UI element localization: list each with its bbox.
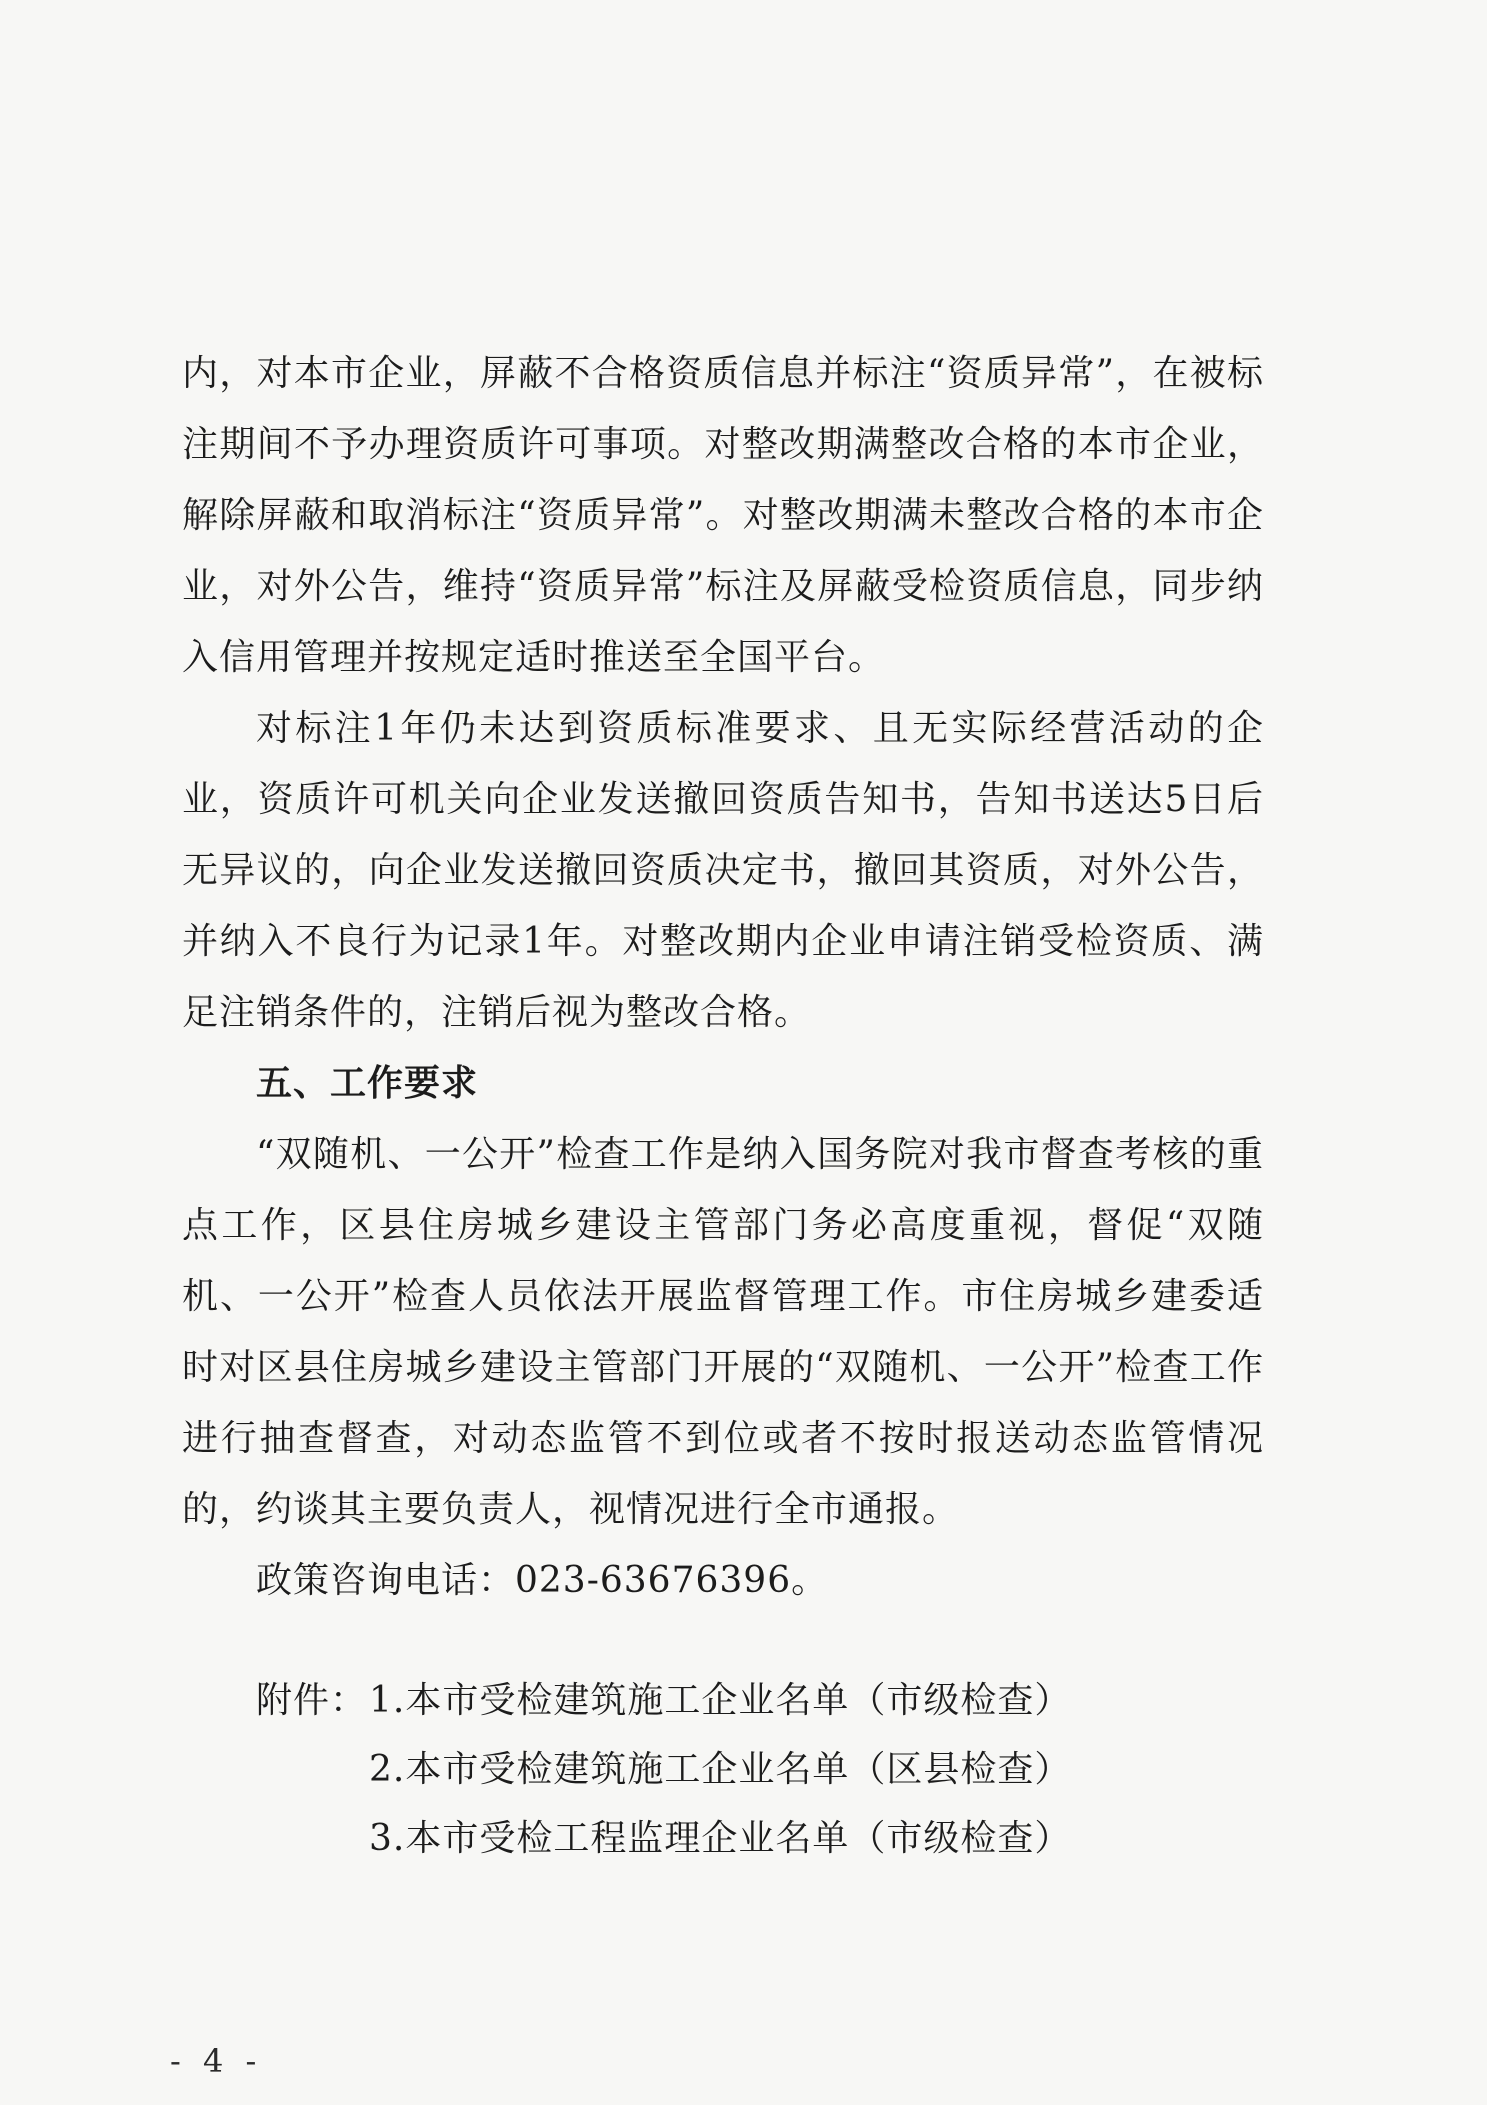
attachment-title: 2.本市受检建筑施工企业名单（区县检查） bbox=[369, 1749, 1072, 1790]
page-number: - 4 - bbox=[170, 2042, 263, 2080]
attachments-list bbox=[256, 1666, 1071, 1873]
attachment-title: 1.本市受检建筑施工企业名单（市级检查） bbox=[369, 1680, 1072, 1721]
document-body bbox=[182, 338, 1264, 1616]
attachment-title: 3.本市受检工程监理企业名单（市级检查） bbox=[369, 1818, 1072, 1859]
paragraph-revocation: 对标注1年仍未达到资质标准要求、且无实际经营活动的企业，资质许可机关向企业发送撤回资质告知书，告知书送达5日后无异议的，向企业发送撤回资质决定书，撤回其资质，对外公告，并纳入不良行为记录1年。对整改期内企业申请注销受检资质、满足注销条件的，注销后视为整改合格。 bbox=[182, 708, 1264, 1033]
attachment-item bbox=[256, 1666, 1071, 1735]
attachment-item bbox=[256, 1804, 1071, 1873]
paragraph-continued: 内，对本市企业，屏蔽不合格资质信息并标注“资质异常”，在被标注期间不予办理资质许可事项。对整改期满整改合格的本市企业，解除屏蔽和取消标注“资质异常”。对整改期满未整改合格的本市企业，对外公告，维持“资质异常”标注及屏蔽受检资质信息，同步纳入信用管理并按规定适时推送至全国平台。 bbox=[182, 353, 1264, 678]
attachment-item bbox=[256, 1735, 1071, 1804]
attachments-label: 附件： bbox=[256, 1680, 368, 1721]
paragraph-requirements: “双随机、一公开”检查工作是纳入国务院对我市督查考核的重点工作，区县住房城乡建设主管部门务必高度重视，督促“双随机、一公开”检查人员依法开展监督管理工作。市住房城乡建委适时对区县住房城乡建设主管部门开展的“双随机、一公开”检查工作进行抽查督查，对动态监管不到位或者不按时报送动态监管情况的，约谈其主要负责人，视情况进行全市通报。 bbox=[182, 1134, 1264, 1530]
section-heading: 五、工作要求 bbox=[256, 1063, 479, 1104]
contact-phone: 政策咨询电话：023-63676396。 bbox=[256, 1560, 829, 1601]
